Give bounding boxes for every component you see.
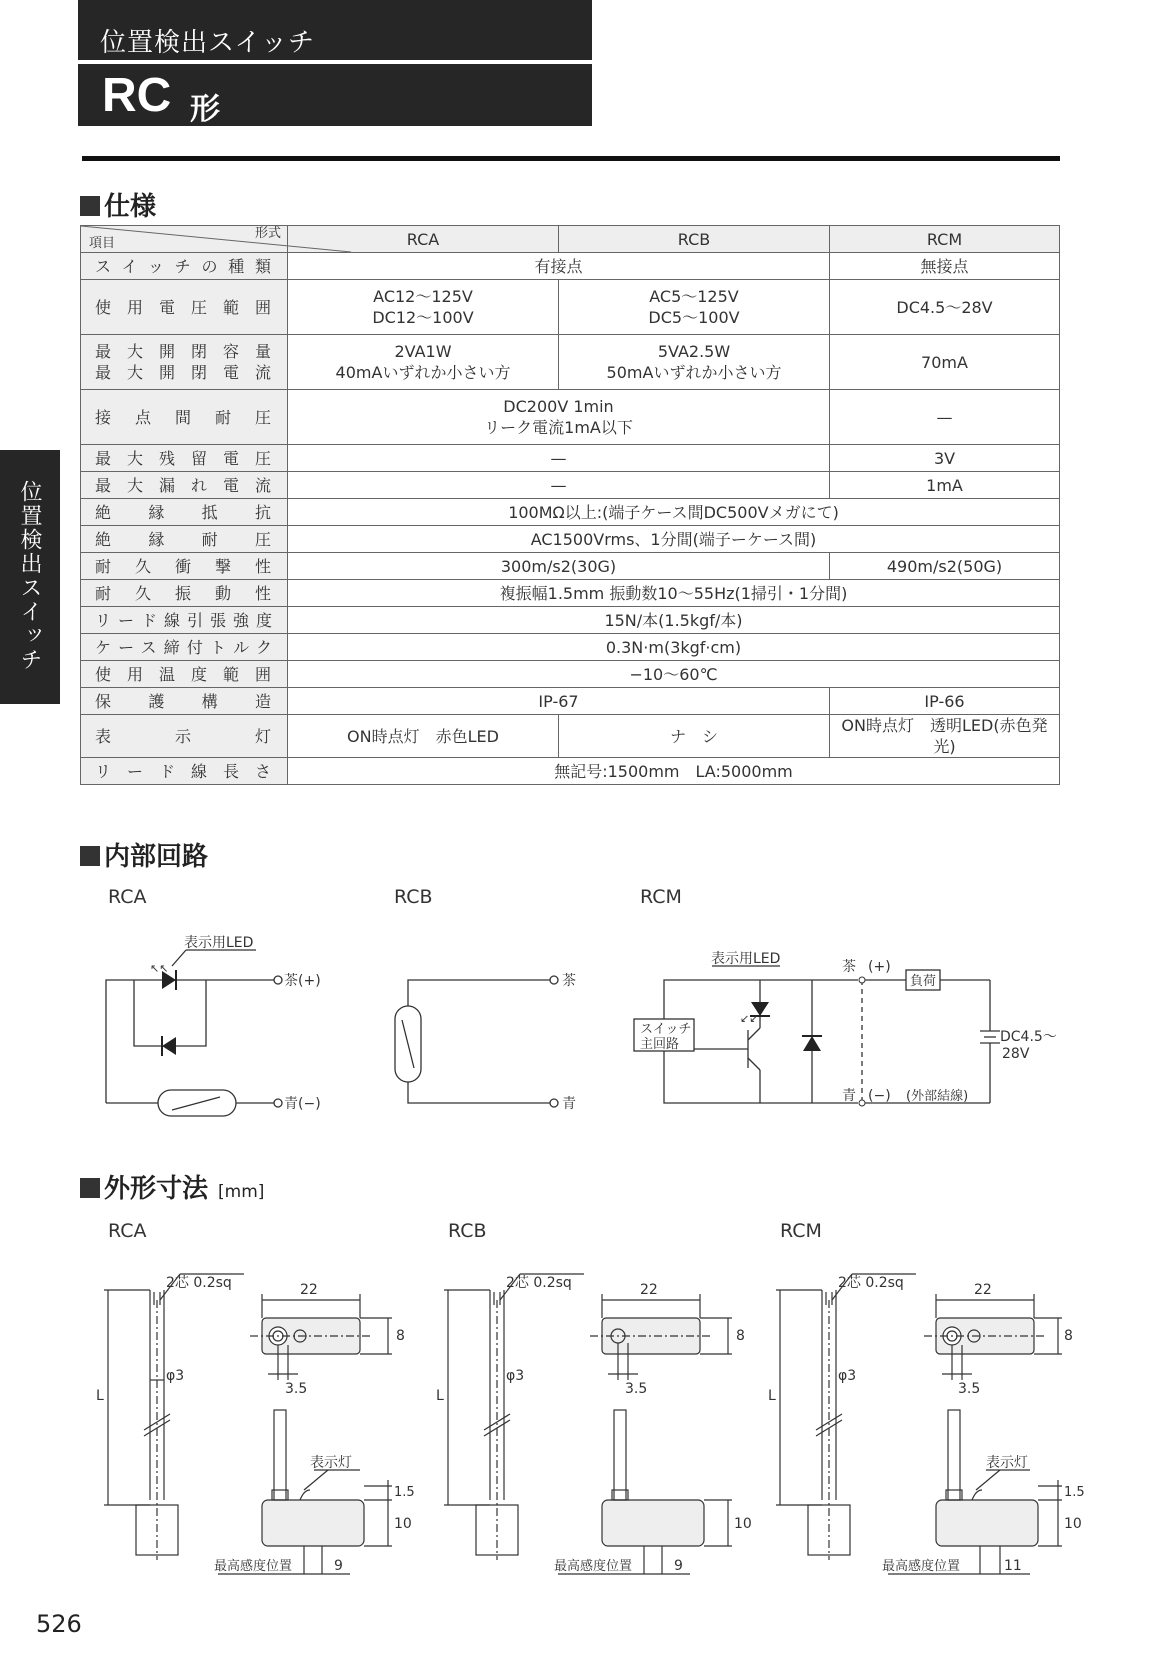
diode-rca bbox=[162, 1037, 176, 1055]
dims-rcm bbox=[768, 1274, 1085, 1574]
cell-line: DC5〜100V bbox=[648, 308, 740, 327]
table-cell: DC4.5〜28V bbox=[830, 280, 1060, 335]
rcb-body-h-label: 10 bbox=[734, 1516, 752, 1532]
table-cell: 0.3N·m(3kgf·cm) bbox=[288, 634, 1060, 661]
rcm-external-label: (外部結線) bbox=[906, 1089, 969, 1104]
rca-lamp-label: 表示灯 bbox=[310, 1455, 352, 1471]
model-suffix: 形 bbox=[190, 92, 220, 127]
cell-line: 2VA1W bbox=[394, 342, 452, 361]
table-cell: — bbox=[288, 472, 830, 499]
circuit-label-rca: RCA bbox=[108, 886, 147, 908]
table-cell: AC1500Vrms、1分間(端子ーケース間) bbox=[288, 526, 1060, 553]
table-cell: 無記号:1500mm LA:5000mm bbox=[288, 758, 1060, 785]
table-cell: ON時点灯 赤色LED bbox=[288, 715, 559, 758]
row-label: 絶縁抵抗 bbox=[81, 499, 288, 526]
rcb-length-label: L bbox=[436, 1388, 444, 1404]
row-label: 接点間耐圧 bbox=[81, 390, 288, 445]
rcm-switch-main-1: スイッチ bbox=[640, 1022, 692, 1037]
corner-top-label: 形式 bbox=[254, 226, 281, 241]
cell-line: リーク電流1mA以下 bbox=[484, 418, 633, 437]
section-spec-title: 仕様 bbox=[104, 192, 157, 222]
cell-line: 5VA2.5W bbox=[657, 342, 731, 361]
rcb-height-label: 8 bbox=[736, 1328, 745, 1344]
table-cell: 複振幅1.5mm 振動数10〜55Hz(1掃引・1分間) bbox=[288, 580, 1060, 607]
table-cell: — bbox=[288, 445, 830, 472]
rca-sense-value: 9 bbox=[334, 1558, 343, 1574]
row-label: 最大残留電圧 bbox=[81, 445, 288, 472]
row-label: リード線長さ bbox=[81, 758, 288, 785]
row-label: ケース締付トルク bbox=[81, 634, 288, 661]
page-number: 526 bbox=[36, 1610, 82, 1638]
corner-bottom-label: 項目 bbox=[89, 236, 116, 251]
table-cell: 有接点 bbox=[288, 253, 830, 280]
row-label: 保護構造 bbox=[81, 688, 288, 715]
category-title: 位置検出スイッチ bbox=[100, 28, 315, 58]
rcm-dc-label-2: 28V bbox=[1002, 1046, 1030, 1062]
rcm-lamp-h-label: 1.5 bbox=[1064, 1485, 1085, 1500]
col-rcm: RCM bbox=[830, 226, 1060, 253]
col-rca: RCA bbox=[288, 226, 559, 253]
cell-line: DC200V 1min bbox=[503, 397, 614, 416]
dims-label-rcb: RCB bbox=[448, 1220, 487, 1242]
rcm-load-label: 負荷 bbox=[910, 974, 937, 989]
cell-line: 50mAいずれか小さい方 bbox=[606, 363, 782, 382]
rcm-hole-label: 3.5 bbox=[958, 1381, 981, 1397]
table-cell: ナ シ bbox=[559, 715, 830, 758]
table-cell: 1mA bbox=[830, 472, 1060, 499]
table-cell: 3V bbox=[830, 445, 1060, 472]
cell-line: AC5〜125V bbox=[649, 287, 739, 306]
row-label: スイッチの種類 bbox=[81, 253, 288, 280]
rcm-dc-label-1: DC4.5〜 bbox=[1000, 1029, 1057, 1045]
rcb-blue-label: 青 bbox=[562, 1096, 576, 1112]
rca-blue-label: 青(−) bbox=[284, 1096, 321, 1112]
table-cell: −10〜60℃ bbox=[288, 661, 1060, 688]
rca-width-label: 22 bbox=[300, 1282, 318, 1298]
rcm-width-label: 22 bbox=[974, 1282, 992, 1298]
rcm-plus-label: (+) bbox=[868, 959, 891, 975]
rcm-sense-value: 11 bbox=[1004, 1558, 1022, 1574]
model-title: RC bbox=[102, 69, 172, 122]
dims-rcb bbox=[436, 1274, 752, 1574]
rcm-sense-label: 最高感度位置 bbox=[882, 1559, 961, 1574]
table-cell: 100MΩ以上:(端子ケース間DC500Vメガにて) bbox=[288, 499, 1060, 526]
rcm-wire-label: 2芯 0.2sq bbox=[838, 1275, 904, 1291]
dims-unit: [mm] bbox=[218, 1182, 265, 1202]
row-label: リード線引張強度 bbox=[81, 607, 288, 634]
rcb-sense-label: 最高感度位置 bbox=[554, 1559, 633, 1574]
table-cell: 無接点 bbox=[830, 253, 1060, 280]
rcb-hole-label: 3.5 bbox=[625, 1381, 648, 1397]
row-label: 耐久振動性 bbox=[81, 580, 288, 607]
rca-wire-label: 2芯 0.2sq bbox=[166, 1275, 232, 1291]
dims-label-rca: RCA bbox=[108, 1220, 147, 1242]
table-cell: ON時点灯 透明LED(赤色発光) bbox=[830, 715, 1060, 758]
circuit-rcb bbox=[395, 976, 558, 1107]
row-label: 耐久衝撃性 bbox=[81, 553, 288, 580]
row-label: 使用温度範囲 bbox=[81, 661, 288, 688]
row-label: 表示灯 bbox=[81, 715, 288, 758]
rcm-lamp-label: 表示灯 bbox=[986, 1455, 1028, 1471]
rca-lamp-h-label: 1.5 bbox=[394, 1485, 415, 1500]
rca-hole-label: 3.5 bbox=[285, 1381, 308, 1397]
rca-led-label: 表示用LED bbox=[184, 935, 254, 951]
rcm-switch-main-2: 主回路 bbox=[640, 1037, 680, 1052]
table-cell: IP-66 bbox=[830, 688, 1060, 715]
rca-body-h-label: 10 bbox=[394, 1516, 412, 1532]
rca-brown-label: 茶(+) bbox=[284, 973, 321, 989]
cell-line: AC12〜125V bbox=[373, 287, 473, 306]
row-label-line: 最大開閉電流 bbox=[95, 363, 273, 382]
rcm-brown-label: 茶 bbox=[842, 959, 856, 975]
rca-sense-label: 最高感度位置 bbox=[214, 1559, 293, 1574]
rca-led-arrows: ↖↖ bbox=[150, 962, 169, 975]
rcb-brown-label: 茶 bbox=[562, 973, 576, 989]
rcm-height-label: 8 bbox=[1064, 1328, 1073, 1344]
circuit-rca bbox=[106, 950, 282, 1116]
table-cell: 70mA bbox=[830, 335, 1060, 390]
table-cell: 15N/本(1.5kgf/本) bbox=[288, 607, 1060, 634]
row-label-line: 最大開閉容量 bbox=[95, 342, 273, 361]
table-cell: 490m/s2(50G) bbox=[830, 553, 1060, 580]
rca-length-label: L bbox=[96, 1388, 104, 1404]
rcb-wire-label: 2芯 0.2sq bbox=[506, 1275, 572, 1291]
circuit-label-rcm: RCM bbox=[640, 886, 682, 908]
rcm-minus-label: (−) bbox=[868, 1088, 891, 1104]
dims-rca bbox=[96, 1274, 415, 1574]
cell-line: DC12〜100V bbox=[372, 308, 474, 327]
table-cell: 300m/s2(30G) bbox=[288, 553, 830, 580]
row-label: 絶縁耐圧 bbox=[81, 526, 288, 553]
section-dims-title: 外形寸法 bbox=[104, 1174, 209, 1204]
rca-height-label: 8 bbox=[396, 1328, 405, 1344]
table-cell: — bbox=[830, 390, 1060, 445]
section-circuit-title: 内部回路 bbox=[104, 842, 209, 872]
rcm-length-label: L bbox=[768, 1388, 776, 1404]
table-cell: IP-67 bbox=[288, 688, 830, 715]
diode-rcm bbox=[803, 1036, 821, 1051]
rcm-blue-label: 青 bbox=[842, 1088, 856, 1104]
cell-line: 40mAいずれか小さい方 bbox=[335, 363, 511, 382]
side-tab-label: 位置検出スイッチ bbox=[17, 480, 42, 672]
rcb-width-label: 22 bbox=[640, 1282, 658, 1298]
row-label: 最大漏れ電流 bbox=[81, 472, 288, 499]
rcm-body-h-label: 10 bbox=[1064, 1516, 1082, 1532]
row-label: 使用電圧範囲 bbox=[81, 280, 288, 335]
circuit-label-rcb: RCB bbox=[394, 886, 433, 908]
rcb-phi-label: φ3 bbox=[506, 1368, 525, 1384]
rcb-sense-value: 9 bbox=[674, 1558, 683, 1574]
dims-label-rcm: RCM bbox=[780, 1220, 822, 1242]
col-rcb: RCB bbox=[559, 226, 830, 253]
rcm-led-arrows: ↙↙ bbox=[740, 1012, 759, 1025]
rcm-led-label: 表示用LED bbox=[711, 951, 781, 967]
rca-phi-label: φ3 bbox=[166, 1368, 185, 1384]
rcm-phi-label: φ3 bbox=[838, 1368, 857, 1384]
